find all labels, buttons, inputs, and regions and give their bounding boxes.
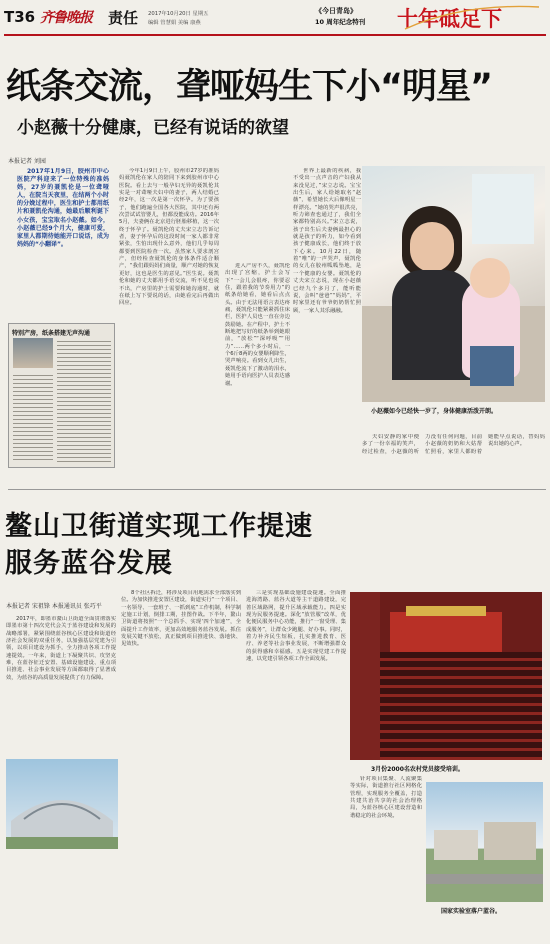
building-photo-shape (6, 759, 118, 849)
photo3-building-2 (484, 822, 536, 860)
inset-text-lines-2 (13, 372, 53, 462)
promo-swoosh-icon (403, 1, 543, 35)
inset-photo (13, 338, 53, 368)
inset-caption: 特别产房，纸条搭建无声沟通 (12, 330, 91, 337)
article2-photo-3 (426, 782, 543, 902)
date-line: 2017年10月20日 星期五 (148, 11, 209, 17)
photo3-road (426, 874, 543, 884)
article1-col3-text: 进入产房不久，聂凯伦出现了宫缩，护士会写下“一会儿会很疼，你要忍住，跟着我的节奏用力”的纸条给她看，她看后点点头。由于无法用语言表达疼痛，聂凯伦只能紧紧抓住床栏，医护人员也一直在旁边鼓励她。在产程中，护士不断地把写好的纸条举到她眼前，“放松”“深呼吸”“用力”……两个多小时后，一个6斤8两的女婴顺利降生，哭声响亮。看到女儿出生，聂凯伦流下了激动的泪水，她用手语向医护人员表达感谢。 (225, 263, 290, 387)
article2-byline: 本报记者 宋祖锋 本报通讯员 张巧平 (6, 603, 102, 610)
article1-col4 (293, 168, 361, 484)
page-number: T36 (4, 8, 36, 26)
photo-banner (406, 606, 486, 616)
article1-col2 (119, 168, 219, 484)
article1-col4-text: 世界上最新的疾病，我不受出一点声音的产妇我从来没见过，”宋立志说。宝宝出生后，家人给她取名“赵薇”，希望她长大后像明星一样漂亮。“她的哭声很洪亮，听力筛查也通过了，我们全家都特别高兴。”宋立志说，孩子出生后夫妻俩最担心的就是孩子的听力，如今看到孩子健康成长，他们终于放下心来。10月22日，随着“唯”的一声哭声，聂凯伦的女儿在胶州呱呱坠地，是一个健康的女婴。聂凯伦的丈夫宋立志说，现在小赵薇已经九个多月了，能听能说，会叫“爸爸”“妈妈”，平时家里还有爷爷奶奶帮忙照顾，一家人其乐融融。 (293, 168, 361, 314)
promo-line-2: 10 周年纪念特刊 (315, 18, 366, 26)
article1-lead-text: 2017年1月9日，胶州市中心医院产科迎来了一位特殊的准妈妈，27岁的聂凯伦是一位聋哑人，在院当天夜里，在结两个小时的分娩过程中，医生和护士都用纸片和聂凯伦沟通，她最后顺利诞下小女孩，宝宝取名小赵薇。如今，小赵薇已经9个月大，健康可爱，家里人都期待她能开口说话，成为妈妈的“小翻译”。 (17, 168, 109, 248)
promo-block (315, 3, 547, 33)
photo-person-face (410, 222, 454, 272)
article2-col3-text: 三是实现基础设施建设提速。全面推进海湾路、蓝谷大道等主干道路建设，完善区域路网，提升区域承载能力。四是实现为民服务提速。深化“放管服”改革，优化便民服务中心功能，推行“一窗受理、集成服务”，让群众少跑腿、好办事。同时，着力补齐民生短板，扎实推进教育、医疗、养老等社会事业发展，不断增强群众的获得感和幸福感。五是实现党建工作提速，以党建引领各项工作全面发展。 (246, 590, 346, 663)
section-title: 责任 (108, 9, 139, 27)
article2-photo-1 (350, 592, 542, 760)
inset-text-lines (57, 338, 111, 463)
header-rule (4, 34, 546, 36)
photo-baby-face (470, 258, 510, 298)
page-header (0, 0, 550, 36)
article1-photo-right-text (362, 434, 545, 484)
article2-photo-2 (6, 759, 118, 849)
article2-col2-text: 8个社区拆迁，将涉及项目用地需求全部落实到位。为加快推进安置区建设，街道实行“一个项目、一名领导、一套班子、一抓到底”工作机制，科学制定施工计划，倒排工期，挂图作战。下半年，鳌山卫街道将按照“一个总抓手、实现‘四个加速’”，全面提升工作效率，更加高效地服务蓝谷发展。抓住发展关键不放松，真正做到项目推进快、落地快、见效快。 (121, 590, 241, 648)
promo-line-1: 《今日青岛》 (315, 7, 357, 15)
editors-line: 编辑 管慧娟 美编 康燕 (148, 20, 201, 26)
photo-left-wall (350, 592, 380, 760)
photo-right-text: 夫妇安静的家中便多了一份幸福的笑声，经过检查，小赵薇的听力没有任何问题，目前小赵薇的奶奶和大姑帮忙照看，家里人都盼着她能早点说话，替妈妈说出她的心声。 (362, 434, 545, 455)
article2-photo-3-caption: 国家实验室落户蓝谷。 (441, 908, 502, 915)
photo-window (472, 174, 534, 244)
inset-clipping (8, 323, 115, 468)
article1-photo-caption: 小赵薇如今已经快一岁了，身体健康活泼开朗。 (371, 408, 498, 415)
article1-col2-text: 今年1月9日上午，胶州市27岁的准妈妈聂凯伦在家人的陪同下来到胶州市中心医院。看上去与一般孕妇无异的聂凯伦其实是一对聋哑夫妇中的妻子，两人结婚已经2年，这一次是第一次怀孕。为了要孩子，他们跑遍全国各大医院，其中还有两次尝试试管婴儿，但都没能成功。2016年5月，夫妻俩在北京进行胚胎移植，这一次终于怀孕了。聂凯伦的丈夫宋立志告诉记者，妻子怀孕后的这段时间一家人都非常紧张，生怕出现什么意外，他们几乎每周都要到医院检查一次。虽然家人要求剖宫产，但经检查聂凯伦的身体条件适合顺产，“我们跟妈妈们商量，顺产对她的恢复更好，这也是医生的意见。”医生说。聂凯伦和她的丈夫都用手语交流，听不见也说不出，产房里的护士需要和她沟通时，就在纸上写下要说的话，由她看完后再做出回应。 (119, 168, 219, 307)
article2-col2 (121, 590, 241, 936)
photo-baby-pants (470, 346, 514, 386)
promo-big-title: 十年砥足下 (397, 6, 502, 31)
article1-col3 (225, 263, 290, 484)
article2-headline-2: 服务蓝谷发展 (5, 548, 173, 579)
article1-subhead: 小赵薇十分健康，已经有说话的欲望 (17, 118, 289, 138)
article1-lead (17, 168, 109, 308)
article2-photo-2-right-text (350, 776, 422, 936)
article1-photo (362, 166, 545, 402)
article1-headline: 纸条交流，聋哑妈生下小“明星” (6, 67, 493, 107)
article2-headline-1: 鳌山卫街道实现工作提速 (5, 511, 313, 542)
photo-stage (390, 612, 502, 652)
article2-col3 (246, 590, 346, 936)
paper-logo: 齐鲁晚报 (40, 10, 92, 26)
article2-photo-1-caption: 3月份2000名农村党员接受培训。 (371, 766, 464, 773)
photo3-building-1 (434, 830, 478, 860)
article-divider (8, 489, 546, 490)
article2-col1-text: 2017年，即墨市鳌山卫街道全面贯彻落实即墨市第十四次党代会关于蓝谷建设和发展的战略部署，紧紧围绕蓝谷核心区建设和街道经济社会发展的双重任务，以加强基层党建为引领，以项目建设为抓手，全力推动各项工作提速提效。一年来，街道上下凝聚共识、攻坚克难，在蓝谷征迁安置、基础设施建设、重点项目推进、社会事业发展等方面都取得了显著成效，为蓝谷的高质量发展提供了有力保障。 (6, 616, 116, 681)
photo2-right-text: 针对项目集聚、人流聚集等实际，街道推行社区网格化管理，实现服务全覆盖，打造共建共治共享的社会治理格局，为蓝谷核心区建设营造和谐稳定的社会环境。 (350, 776, 422, 819)
article1-byline: 本报记者 刘园 (8, 158, 46, 165)
